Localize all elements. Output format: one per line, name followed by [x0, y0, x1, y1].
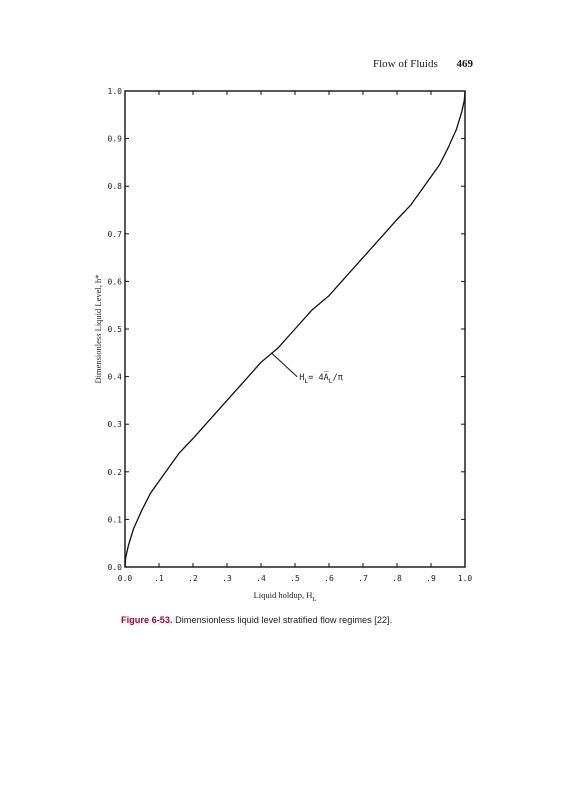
- caption-text: Dimensionless liquid level stratified flow regimes [22].: [172, 615, 393, 625]
- x-tick-label: .4: [256, 574, 266, 583]
- y-axis-label: Dimensionless Liquid Level, h*: [93, 274, 103, 384]
- y-tick-label: 1.0: [107, 87, 122, 96]
- x-tick-label: .1: [154, 574, 164, 583]
- y-tick-label: 0.4: [107, 372, 122, 382]
- x-tick-label: .7: [358, 574, 368, 583]
- x-tick-label: 0.0: [117, 574, 133, 583]
- y-tick-label: 0.6: [107, 277, 122, 287]
- y-tick-label: 0.7: [107, 229, 122, 239]
- series-group: [125, 91, 465, 567]
- x-tick-label: .3: [222, 574, 232, 583]
- figure-caption: [121, 615, 392, 625]
- annotation-leader: [271, 353, 297, 377]
- x-tick-label: .8: [392, 574, 402, 583]
- y-ticks: [108, 87, 465, 572]
- x-ticks: [118, 91, 473, 583]
- series-line: [125, 91, 465, 567]
- page-number: 469: [456, 58, 473, 70]
- y-tick-label: 0.5: [107, 325, 122, 334]
- section-title: Flow of Fluids: [372, 58, 438, 70]
- y-tick-label: 0.8: [107, 182, 122, 192]
- x-tick-label: .2: [188, 574, 198, 583]
- annotation-label: $H_L=$ $4A̅_L/\pi$: [299, 372, 343, 385]
- y-tick-label: 0.1: [107, 515, 122, 525]
- x-axis-label: Liquid holdup, $H_L$: [253, 590, 317, 603]
- x-tick-label: .6: [324, 574, 334, 583]
- x-tick-label: .9: [426, 574, 436, 583]
- x-tick-label: .5: [290, 574, 300, 583]
- y-tick-label: 0.3: [107, 420, 122, 430]
- annotation-group: [271, 353, 343, 385]
- y-tick-label: 0.0: [107, 563, 122, 572]
- x-tick-label: 1.0: [457, 574, 473, 583]
- y-tick-label: 0.2: [107, 467, 122, 477]
- y-tick-label: 0.9: [107, 134, 122, 144]
- figure-label: Figure 6-53.: [121, 615, 173, 625]
